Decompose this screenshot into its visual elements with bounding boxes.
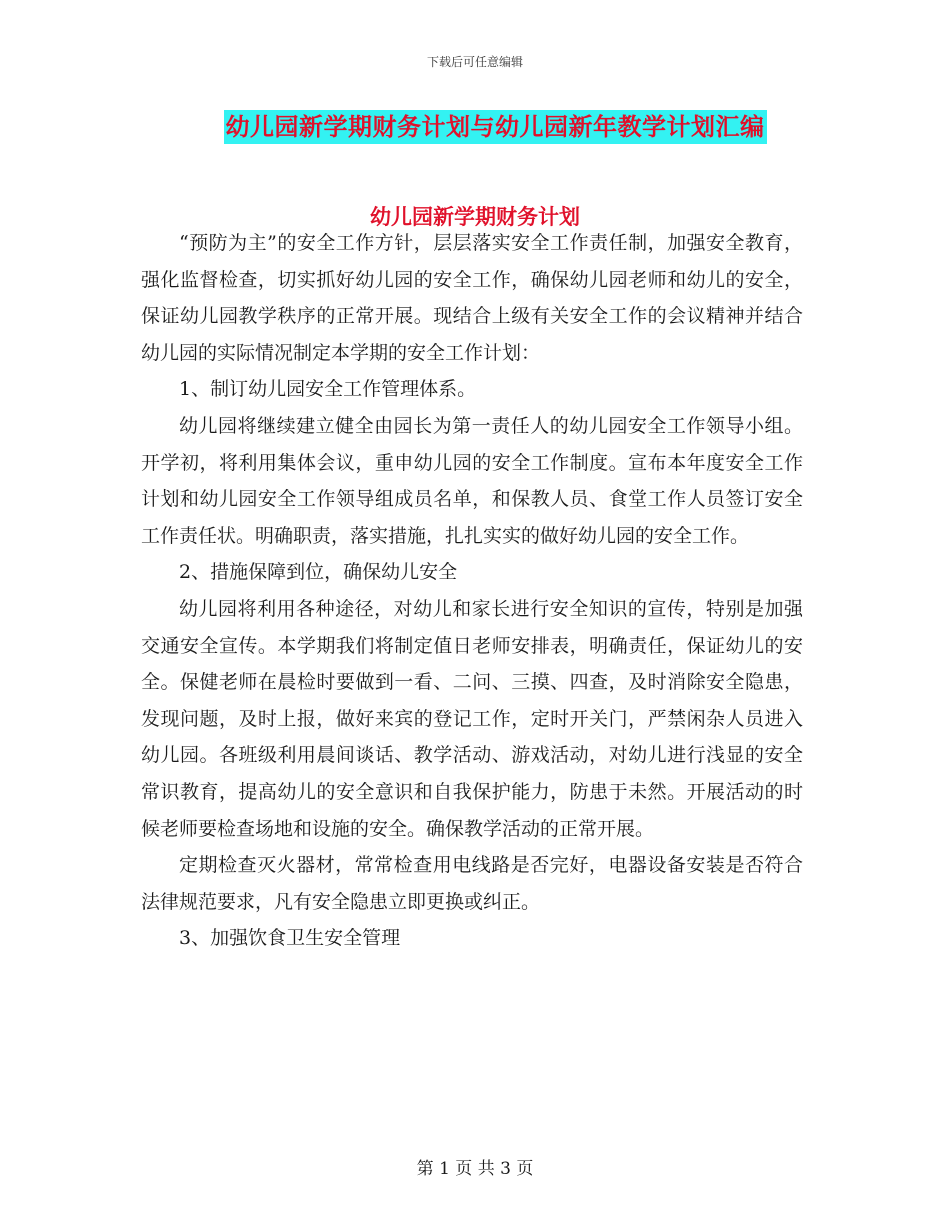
- paragraph: 2、措施保障到位，确保幼儿安全: [179, 561, 458, 584]
- paragraph: 1、制订幼儿园安全工作管理体系。: [179, 378, 477, 401]
- paragraph: “预防为主”的安全工作方针，层层落实安全工作责任制，加强安全教育，强化监督检查，切实抓好幼儿园的安全工作，确保幼儿园老师和幼儿的安全，保证幼儿园教学秩序的正常开展。现结合上级有关安全工作的会议精神并结合幼儿园的实际情况制定本学期的安全工作计划：: [141, 232, 803, 364]
- paragraph: 幼儿园将利用各种途径，对幼儿和家长进行安全知识的宣传，特别是加强交通安全宣传。本学期我们将制定值日老师安排表，明确责任，保证幼儿的安全。保健老师在晨检时要做到一看、二问、三摸、四查，及时消除安全隐患，发现问题，及时上报，做好来宾的登记工作，定时开关门，严禁闲杂人员进入幼儿园。各班级利用晨间谈话、教学活动、游戏活动，对幼儿进行浅显的安全常识教育，提高幼儿的安全意识和自我保护能力，防患于未然。开展活动的时候老师要检查场地和设施的安全。确保教学活动的正常开展。: [141, 597, 803, 840]
- paragraph: 3、加强饮食卫生安全管理: [179, 927, 401, 950]
- section-title: 幼儿园新学期财务计划: [370, 204, 580, 229]
- page-number: 第 1 页 共 3 页: [416, 1159, 534, 1179]
- document-title: 幼儿园新学期财务计划与幼儿园新年教学计划汇编: [224, 110, 767, 144]
- document-body: [141, 225, 803, 957]
- header-note: 下载后可任意编辑: [426, 55, 523, 69]
- paragraph: 幼儿园将继续建立健全由园长为第一责任人的幼儿园安全工作领导小组。开学初，将利用集体会议，重申幼儿园的安全工作制度。宣布本年度安全工作计划和幼儿园安全工作领导组成员名单，和保教人员、食堂工作人员签订安全工作责任状。明确职责，落实措施，扎扎实实的做好幼儿园的安全工作。: [141, 414, 803, 547]
- main-title-container: [0, 110, 950, 144]
- paragraph: 定期检查灭火器材，常常检查用电线路是否完好，电器设备安装是否符合法律规范要求，凡有安全隐患立即更换或纠正。: [141, 854, 803, 913]
